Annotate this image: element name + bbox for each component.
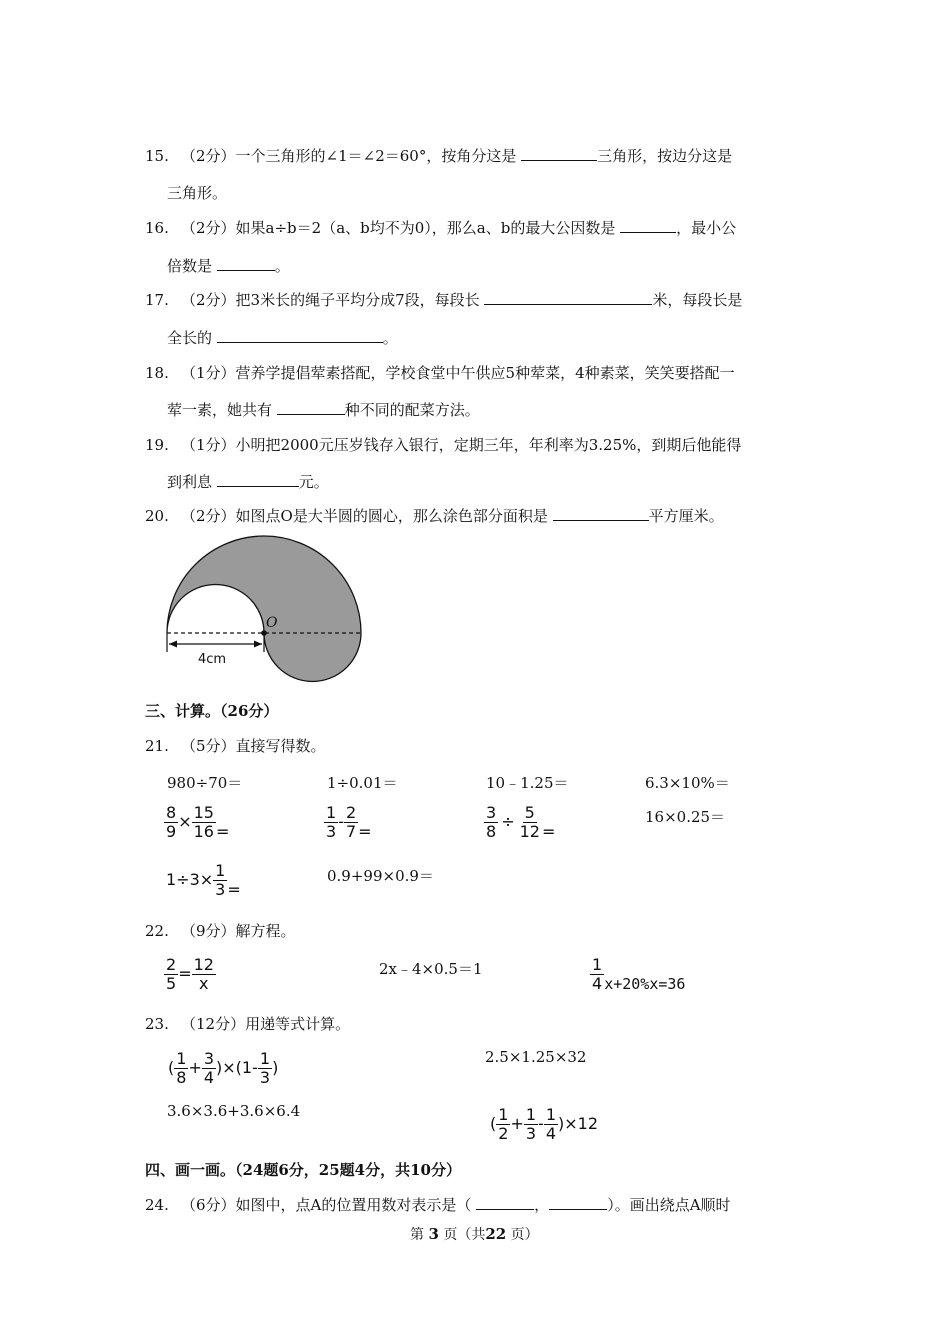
- answer-blank[interactable]: [217, 256, 275, 271]
- footer-text: 页（共: [443, 1227, 486, 1243]
- question-text: 荤一素，她共有: [167, 401, 273, 419]
- paren: ): [272, 1058, 279, 1077]
- page-number: 3: [428, 1225, 439, 1243]
- fraction: $\frac{1}{3}$: [215, 861, 226, 899]
- page-footer: [410, 1224, 539, 1244]
- question-19-line-1: [145, 435, 741, 455]
- question-21-header: [145, 736, 326, 756]
- equation-3: [590, 956, 685, 993]
- question-number: 19.: [145, 436, 169, 454]
- question-text: 。: [382, 329, 398, 347]
- question-number: 23.: [145, 1015, 169, 1033]
- question-24-line-1: [145, 1195, 731, 1215]
- fraction: $\frac{2}{5}$: [166, 955, 177, 993]
- total-pages: 22: [485, 1225, 507, 1243]
- question-text: 种不同的配菜方法。: [344, 401, 480, 419]
- fraction: $\frac{1}{3}$: [259, 1049, 271, 1087]
- question-text: （2分）一个三角形的∠1＝∠2＝60°，按角分这是: [181, 147, 517, 165]
- calc-item: 0.9+99×0.9＝: [327, 867, 434, 885]
- question-text: （2分）如图点O是大半圆的圆心，那么涂色部分面积是: [181, 507, 548, 525]
- calc-fraction-item: [164, 804, 229, 841]
- question-number: 20.: [145, 507, 169, 525]
- question-text: （9分）解方程。: [181, 922, 296, 940]
- question-16-line-1: [145, 218, 736, 238]
- separator: ，: [534, 1196, 550, 1214]
- fraction: $\frac{15}{16}$: [193, 803, 214, 841]
- calc-fraction-item: [484, 804, 555, 841]
- question-text: 米，每段长是: [652, 291, 743, 309]
- equation-2: 2x﹣4×0.5＝1: [379, 960, 483, 978]
- question-16-line-2: [167, 256, 290, 276]
- answer-blank[interactable]: [620, 218, 676, 233]
- answer-blank[interactable]: [484, 290, 652, 305]
- question-text: ，最小公: [676, 219, 737, 237]
- operator: -: [538, 1114, 544, 1133]
- section-4-title: 四、画一画。（24题6分，25题4分，共10分）: [145, 1161, 461, 1179]
- question-text: （6分）如图中，点A的位置用数对表示是（: [181, 1196, 472, 1214]
- operator: ×: [178, 812, 192, 831]
- section-3-title: 三、计算。（26分）: [145, 702, 279, 720]
- question-23-header: [145, 1014, 350, 1034]
- dimension-arrow-left: [169, 641, 177, 648]
- question-15-line-2: [167, 183, 227, 203]
- answer-blank[interactable]: [549, 1195, 607, 1210]
- expression-end: )×12: [558, 1114, 599, 1133]
- calc-item: 10﹣1.25＝: [486, 774, 569, 792]
- question-text: 倍数是: [167, 257, 213, 275]
- footer-text: 页）: [510, 1227, 539, 1243]
- question-number: 17.: [145, 291, 169, 309]
- question-text: （2分）把3米长的绳子平均分成7段，每段长: [181, 291, 480, 309]
- question-text: （1分）营养学提倡荤素搭配，学校食堂中午供应5种荤菜，4种素菜，笑笑要搭配一: [181, 364, 735, 382]
- question-22-header: [145, 921, 296, 941]
- question-number: 24.: [145, 1196, 169, 1214]
- expression-1: [168, 1050, 278, 1087]
- dimension-arrow-right: [254, 641, 262, 648]
- operator: +: [510, 1114, 524, 1133]
- equation-1: [164, 956, 216, 993]
- question-text: 。: [274, 257, 290, 275]
- question-text: ）。画出绕点A顺时: [607, 1196, 731, 1214]
- answer-blank[interactable]: [277, 400, 345, 415]
- calc-item: 6.3×10%＝: [645, 774, 730, 792]
- question-number: 22.: [145, 922, 169, 940]
- question-text: （1分）小明把2000元压岁钱存入银行，定期三年，年利率为3.25%，到期后他能得: [181, 436, 742, 454]
- fraction: $\frac{2}{7}$: [345, 803, 357, 841]
- question-number: 21.: [145, 737, 169, 755]
- expression-middle: )×(1-: [216, 1058, 258, 1077]
- question-text: （2分）如果a÷b＝2（a、b均不为0），那么a、b的最大公因数是: [181, 219, 616, 237]
- question-number: 15.: [145, 147, 169, 165]
- shaded-semicircle-figure: [160, 532, 370, 692]
- fraction: $\frac{1}{3}$: [525, 1105, 537, 1143]
- question-17-line-1: [145, 290, 742, 310]
- length-label: 4cm: [198, 652, 227, 667]
- expression-4: [490, 1106, 598, 1143]
- question-17-line-2: [167, 328, 398, 348]
- fraction: $\frac{3}{4}$: [203, 1049, 215, 1087]
- operator: ÷: [501, 812, 515, 831]
- equals-sign: =: [358, 822, 372, 841]
- question-18-line-1: [145, 363, 735, 383]
- question-text: 到利息: [167, 473, 213, 491]
- operator: +: [188, 1058, 202, 1077]
- question-18-line-2: [167, 400, 480, 420]
- answer-blank[interactable]: [217, 472, 299, 487]
- fraction: $\frac{8}{9}$: [166, 803, 177, 841]
- question-text: 平方厘米。: [648, 507, 724, 525]
- paren: (: [490, 1114, 497, 1133]
- answer-blank[interactable]: [476, 1195, 534, 1210]
- answer-blank[interactable]: [553, 506, 649, 521]
- expression-3: 3.6×3.6+3.6×6.4: [167, 1102, 301, 1120]
- equals-sign: =: [215, 822, 230, 841]
- point-o-label: O: [266, 615, 278, 631]
- question-text: 元。: [298, 473, 329, 491]
- fraction: $\frac{1}{4}$: [592, 955, 603, 993]
- equation-rest: x+20%x=36: [604, 975, 686, 993]
- equals-sign: =: [541, 822, 556, 841]
- operator: -: [338, 812, 344, 831]
- fraction: $\frac{12}{x}$: [193, 955, 214, 993]
- fraction: $\frac{1}{3}$: [326, 803, 337, 841]
- calc-fraction-item: [166, 862, 241, 899]
- question-text: 三角形，按边分这是: [597, 147, 733, 165]
- question-text: 全长的: [167, 329, 213, 347]
- paren: (: [168, 1058, 175, 1077]
- fraction: $\frac{1}{8}$: [176, 1049, 187, 1087]
- question-15-line-1: [145, 146, 732, 166]
- calc-item: 1÷0.01＝: [327, 774, 398, 792]
- equals-sign: =: [227, 880, 241, 899]
- equals-sign: =: [178, 964, 192, 983]
- expression-2: 2.5×1.25×32: [485, 1048, 587, 1066]
- fraction: $\frac{1}{2}$: [498, 1105, 509, 1143]
- fraction: $\frac{3}{8}$: [486, 803, 497, 841]
- expression-prefix: 1÷3×: [166, 870, 214, 889]
- footer-text: 第: [410, 1227, 424, 1243]
- question-number: 16.: [145, 219, 169, 237]
- question-20-line-1: [145, 506, 724, 526]
- calc-item: 16×0.25＝: [645, 808, 726, 826]
- answer-blank[interactable]: [217, 328, 383, 343]
- shaded-region: [167, 536, 361, 681]
- answer-blank[interactable]: [521, 146, 597, 161]
- fraction: $\frac{5}{12}$: [519, 803, 540, 841]
- calc-fraction-item: [324, 804, 372, 841]
- fraction: $\frac{1}{4}$: [545, 1105, 556, 1143]
- calc-item: 980÷70＝: [167, 774, 243, 792]
- question-number: 18.: [145, 364, 169, 382]
- question-text: 三角形。: [167, 184, 228, 202]
- question-text: （12分）用递等式计算。: [181, 1015, 351, 1033]
- question-text: （5分）直接写得数。: [181, 737, 326, 755]
- question-19-line-2: [167, 472, 329, 492]
